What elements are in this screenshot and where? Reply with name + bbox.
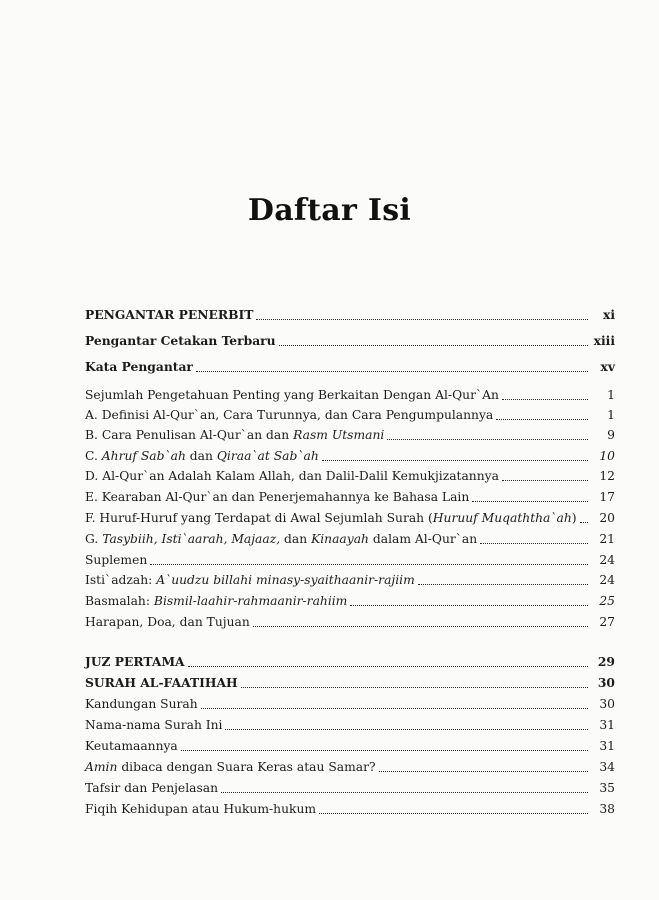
toc-entry-keutamaannya[interactable]	[85, 736, 615, 756]
dot-leader	[221, 792, 588, 793]
toc-entry-text: PENGANTAR PENERBIT	[85, 307, 254, 322]
dot-leader	[201, 708, 588, 709]
toc-page-number: 35	[599, 781, 615, 795]
toc-entry-text: Harapan, Doa, dan Tujuan	[85, 615, 250, 629]
dot-leader	[181, 750, 588, 751]
dot-leader	[350, 605, 588, 606]
toc-entry-text: C. Ahruf Sab`ah dan Qiraa`at Sab`ah	[85, 449, 319, 463]
dot-leader	[279, 345, 588, 346]
toc-page-number: xv	[600, 359, 615, 374]
toc-entry-text: Suplemen	[85, 553, 148, 567]
toc-entry-cara-penulisan[interactable]	[85, 425, 615, 445]
toc-entry-kalam-allah[interactable]	[85, 466, 615, 486]
toc-entry-basmalah[interactable]	[85, 591, 615, 611]
dot-leader	[253, 626, 588, 627]
dot-leader	[319, 813, 588, 814]
toc-entry-huruf-muqaththaah[interactable]	[85, 508, 615, 528]
toc-entry-text: Isti`adzah: A`uudzu billahi minasy-syaithaanir-rajiim	[85, 573, 415, 587]
toc-entry-text: Kata Pengantar	[85, 359, 193, 374]
toc-page-number: xi	[602, 307, 615, 322]
toc-page-number: 29	[597, 654, 615, 669]
page-title: Daftar Isi	[247, 193, 412, 228]
dot-leader	[225, 729, 588, 730]
dot-leader	[150, 564, 588, 565]
toc-page-number: 21	[599, 532, 615, 546]
dot-leader	[480, 543, 588, 544]
toc-entry-kandungan-surah[interactable]	[85, 694, 615, 714]
toc-entry-pengantar-cetakan[interactable]	[85, 331, 615, 351]
dot-leader	[496, 419, 588, 420]
toc-entry-text: F. Huruf-Huruf yang Terdapat di Awal Sejumlah Surah (Huruuf Muqaththa`ah)	[85, 511, 577, 525]
toc-page-number: 17	[599, 490, 615, 504]
toc-page-number: 1	[607, 408, 615, 422]
toc-entry-definisi[interactable]	[85, 405, 615, 425]
dot-leader	[502, 399, 588, 400]
toc-entry-text: Amin dibaca dengan Suara Keras atau Samar?	[85, 760, 376, 774]
dot-leader	[379, 771, 588, 772]
toc-page-number: 31	[599, 739, 615, 753]
toc-entry-text: Sejumlah Pengetahuan Penting yang Berkaitan Dengan Al-Qur`An	[85, 388, 499, 402]
dot-leader	[502, 480, 588, 481]
toc-entry-text: JUZ PERTAMA	[85, 654, 185, 669]
toc-page-number: xiii	[593, 333, 615, 348]
toc-page-number: 30	[599, 697, 615, 711]
dot-leader	[418, 584, 588, 585]
dot-leader	[580, 522, 588, 523]
toc-entry-text: Kandungan Surah	[85, 697, 198, 711]
toc-entry-text: E. Kearaban Al-Qur`an dan Penerjemahannya ke Bahasa Lain	[85, 490, 470, 504]
toc-entry-surah-al-faatihah[interactable]	[85, 673, 615, 693]
toc-entry-text: SURAH AL-FAATIHAH	[85, 675, 238, 690]
toc-entry-amin[interactable]	[85, 757, 615, 777]
toc-entry-nama-nama-surah[interactable]	[85, 715, 615, 735]
toc-entry-text: Tafsir dan Penjelasan	[85, 781, 219, 795]
toc-page-number: 20	[599, 511, 615, 525]
toc-entry-juz-pertama[interactable]	[85, 652, 615, 672]
toc-entry-kearaban[interactable]	[85, 487, 615, 507]
toc-entry-sejumlah-pengetahuan[interactable]	[85, 385, 615, 405]
dot-leader	[188, 666, 588, 667]
toc-page-number: 24	[599, 553, 615, 567]
toc-entry-pengantar-penerbit[interactable]	[85, 305, 615, 325]
toc-entry-text: Pengantar Cetakan Terbaru	[85, 333, 276, 348]
toc-page-number: 38	[599, 802, 615, 816]
dot-leader	[472, 501, 588, 502]
toc-entry-text: Basmalah: Bismil-laahir-rahmaanir-rahiim	[85, 594, 348, 608]
toc-page-number: 27	[599, 615, 615, 629]
toc-page-number: 30	[597, 675, 615, 690]
toc-entry-tasybiih[interactable]	[85, 529, 615, 549]
toc-entry-text: A. Definisi Al-Qur`an, Cara Turunnya, dan Cara Pengumpulannya	[85, 408, 494, 422]
toc-entry-text: Keutamaannya	[85, 739, 178, 753]
dot-leader	[241, 687, 588, 688]
toc-entry-harapan[interactable]	[85, 612, 615, 632]
toc-entry-ahruf-sabah[interactable]	[85, 446, 615, 466]
toc-entry-text: Nama-nama Surah Ini	[85, 718, 223, 732]
toc-page-number: 9	[607, 428, 615, 442]
toc-page-number: 12	[599, 469, 615, 483]
toc-entry-kata-pengantar[interactable]	[85, 357, 615, 377]
toc-entry-text: Fiqih Kehidupan atau Hukum-hukum	[85, 802, 317, 816]
dot-leader	[387, 439, 588, 440]
toc-entry-tafsir[interactable]	[85, 778, 615, 798]
toc-page-number: 34	[599, 760, 615, 774]
toc-page-number: 31	[599, 718, 615, 732]
toc-page-number: 10	[599, 449, 615, 463]
dot-leader	[322, 460, 588, 461]
toc-entry-text: B. Cara Penulisan Al-Qur`an dan Rasm Utsmani	[85, 428, 385, 442]
dot-leader	[196, 371, 588, 372]
toc-entry-suplemen[interactable]	[85, 550, 615, 570]
toc-entry-istiadzah[interactable]	[85, 570, 615, 590]
dot-leader	[256, 319, 588, 320]
toc-page-number: 25	[599, 594, 615, 608]
toc-entry-fiqih[interactable]	[85, 799, 615, 819]
toc-entry-text: G. Tasybiih, Isti`aarah, Majaaz, dan Kinaayah dalam Al-Qur`an	[85, 532, 478, 546]
toc-entry-text: D. Al-Qur`an Adalah Kalam Allah, dan Dalil-Dalil Kemukjizatannya	[85, 469, 499, 483]
toc-page-number: 24	[599, 573, 615, 587]
toc-page-number: 1	[607, 388, 615, 402]
